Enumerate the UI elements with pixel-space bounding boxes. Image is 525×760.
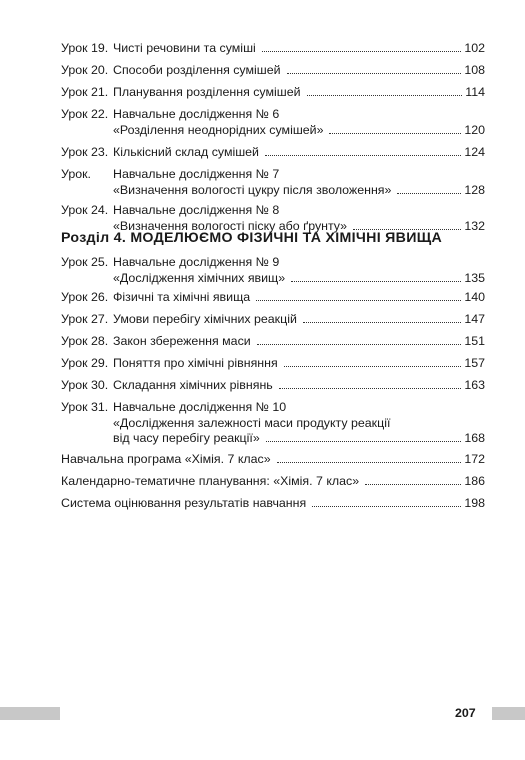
lesson-label: Урок 19. (61, 41, 109, 55)
lesson-title: Планування розділення сумішей (113, 85, 301, 99)
page-ref: 124 (464, 145, 485, 159)
toc-entry-lesson-27[interactable] (61, 312, 485, 328)
page-ref: 114 (465, 85, 485, 99)
page-ref: 120 (464, 122, 485, 137)
lesson-subtitle: «Визначення вологості цукру після зволоження» (113, 182, 392, 197)
dot-leader (277, 462, 462, 463)
lesson-label: Урок 24. (61, 203, 109, 217)
footer-bar-right (492, 707, 525, 720)
toc-entry-lesson-22[interactable] (61, 107, 485, 138)
lesson-label: Урок 28. (61, 334, 109, 348)
lesson-title: Чисті речовини та суміші (113, 41, 256, 55)
toc-entry-assessment-system[interactable] (61, 496, 485, 512)
page-ref: 132 (464, 218, 485, 233)
lesson-label: Урок 25. (61, 255, 109, 269)
lesson-title: Поняття про хімічні рівняння (113, 356, 278, 370)
lesson-title: Навчальне дослідження № 6 (113, 107, 280, 121)
page-ref: 102 (464, 41, 485, 55)
dot-leader (329, 133, 461, 134)
lesson-title: Умови перебігу хімічних реакцій (113, 312, 297, 326)
page-ref: 157 (464, 356, 485, 370)
dot-leader (257, 344, 462, 345)
lesson-subtitle: «Дослідження хімічних явищ» (113, 270, 286, 285)
dot-leader (287, 73, 462, 74)
lesson-label: Урок 21. (61, 85, 109, 99)
dot-leader (307, 95, 463, 96)
dot-leader (365, 484, 461, 485)
lesson-subtitle: «Визначення вологості піску або ґрунту» (113, 218, 348, 233)
lesson-label: Урок 30. (61, 378, 109, 392)
section-heading: Розділ 4. МОДЕЛЮЄМО ФІЗИЧНІ ТА ХІМІЧНІ ЯВИЩА (61, 230, 443, 246)
appendix-title: Календарно-тематичне планування: «Хімія. 7 клас» (61, 474, 360, 488)
dot-leader (312, 506, 461, 507)
lesson-label: Урок 29. (61, 356, 109, 370)
footer-bar-left (0, 707, 60, 720)
lesson-title: Навчальне дослідження № 10 (113, 400, 287, 414)
lesson-label: Урок 20. (61, 63, 109, 77)
lesson-title: Кількісний склад сумішей (113, 145, 259, 159)
dot-leader (265, 155, 461, 156)
dot-leader (279, 388, 462, 389)
dot-leader (303, 322, 461, 323)
dot-leader (291, 281, 461, 282)
toc-entry-lesson-research-7[interactable] (61, 167, 485, 198)
lesson-subtitle: «Розділення неоднорідних сумішей» (113, 122, 324, 137)
dot-leader (284, 366, 462, 367)
dot-leader (262, 51, 462, 52)
dot-leader (397, 193, 461, 194)
lesson-label: Урок 22. (61, 107, 109, 121)
toc-entry-lesson-20[interactable] (61, 63, 485, 79)
page-ref: 135 (464, 270, 485, 285)
lesson-title: Навчальне дослідження № 7 (113, 167, 280, 181)
lesson-subtitle-continued: від часу перебігу реакції» (113, 431, 260, 445)
lesson-title: Навчальне дослідження № 8 (113, 203, 280, 217)
toc-entry-lesson-19[interactable] (61, 41, 485, 57)
page-ref: 168 (464, 431, 485, 445)
toc-entry-calendar-plan[interactable] (61, 474, 485, 490)
page-number: 207 (455, 706, 476, 720)
lesson-title: Фізичні та хімічні явища (113, 290, 251, 304)
lesson-title: Способи розділення сумішей (113, 63, 281, 77)
page-ref: 163 (464, 378, 485, 392)
appendix-title: Навчальна програма «Хімія. 7 клас» (61, 452, 271, 466)
appendix-title: Система оцінювання результатів навчання (61, 496, 307, 510)
page-ref: 172 (464, 452, 485, 466)
page-ref: 198 (464, 496, 485, 510)
dot-leader (266, 441, 462, 442)
lesson-label: Урок 23. (61, 145, 109, 159)
lesson-label: Урок 26. (61, 290, 109, 304)
lesson-label: Урок 27. (61, 312, 109, 326)
lesson-label: Урок. (61, 167, 91, 181)
dot-leader (256, 300, 461, 301)
page-ref: 147 (464, 312, 485, 326)
lesson-title: Закон збереження маси (113, 334, 251, 348)
toc-entry-program[interactable] (61, 452, 485, 468)
lesson-title: Складання хімічних рівнянь (113, 378, 273, 392)
page-ref: 186 (464, 474, 485, 488)
toc-entry-lesson-30[interactable] (61, 378, 485, 394)
toc-entry-lesson-23[interactable] (61, 145, 485, 161)
toc-entry-lesson-21[interactable] (61, 85, 485, 101)
toc-entry-lesson-29[interactable] (61, 356, 485, 372)
toc-entry-lesson-26[interactable] (61, 290, 485, 306)
toc-entry-lesson-31[interactable] (61, 400, 485, 447)
page-ref: 151 (464, 334, 485, 348)
page-ref: 108 (464, 63, 485, 77)
lesson-subtitle: «Дослідження залежності маси продукту реакції (113, 415, 391, 430)
toc-entry-lesson-25[interactable] (61, 255, 485, 286)
lesson-title: Навчальне дослідження № 9 (113, 255, 280, 269)
lesson-label: Урок 31. (61, 400, 109, 414)
page-ref: 140 (464, 290, 485, 304)
toc-entry-lesson-28[interactable] (61, 334, 485, 350)
page-ref: 128 (464, 182, 485, 197)
